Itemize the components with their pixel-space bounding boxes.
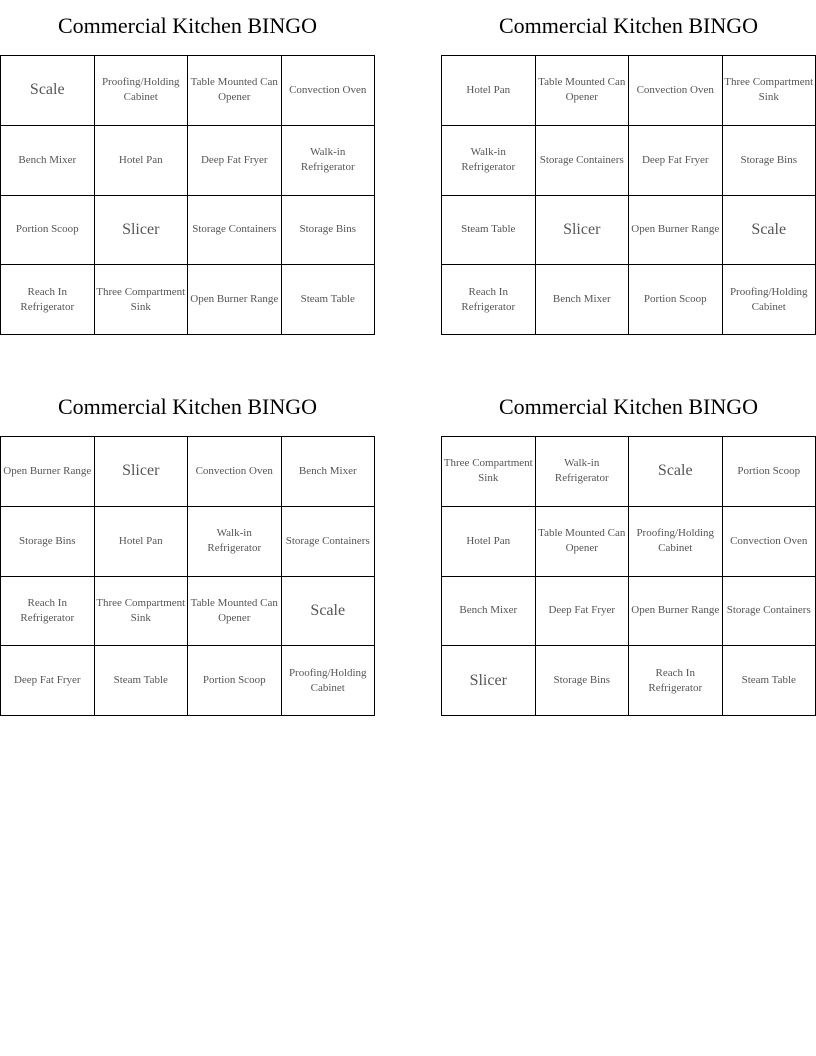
bingo-cell: Hotel Pan <box>95 507 189 577</box>
bingo-cell: Deep Fat Fryer <box>629 126 723 196</box>
bingo-grid <box>0 55 375 335</box>
bingo-cell: Storage Containers <box>282 507 376 577</box>
bingo-cell: Table Mounted Can Opener <box>536 507 630 577</box>
bingo-cell: Convection Oven <box>629 56 723 126</box>
bingo-cell: Table Mounted Can Opener <box>188 577 282 647</box>
bingo-grid <box>441 436 816 716</box>
bingo-cell: Hotel Pan <box>95 126 189 196</box>
bingo-cell: Table Mounted Can Opener <box>188 56 282 126</box>
bingo-cell: Walk-in Refrigerator <box>536 437 630 507</box>
bingo-cell: Deep Fat Fryer <box>1 646 95 716</box>
bingo-cell: Portion Scoop <box>1 196 95 266</box>
bingo-cell: Proofing/Holding Cabinet <box>282 646 376 716</box>
bingo-cell: Three Compartment Sink <box>95 577 189 647</box>
bingo-cell: Reach In Refrigerator <box>442 265 536 335</box>
card-title: Commercial Kitchen BINGO <box>498 13 759 38</box>
bingo-cell: Scale <box>1 56 95 126</box>
bingo-cell: Convection Oven <box>188 437 282 507</box>
bingo-cell: Hotel Pan <box>442 56 536 126</box>
bingo-cell: Portion Scoop <box>629 265 723 335</box>
bingo-cell: Table Mounted Can Opener <box>536 56 630 126</box>
bingo-cell: Proofing/Holding Cabinet <box>629 507 723 577</box>
bingo-cell: Bench Mixer <box>1 126 95 196</box>
bingo-cell: Steam Table <box>282 265 376 335</box>
bingo-cell: Storage Containers <box>723 577 816 647</box>
bingo-cell: Storage Containers <box>188 196 282 266</box>
bingo-cell: Three Compartment Sink <box>95 265 189 335</box>
bingo-cell: Bench Mixer <box>536 265 630 335</box>
bingo-cell: Three Compartment Sink <box>442 437 536 507</box>
bingo-cell: Scale <box>282 577 376 647</box>
bingo-cell: Walk-in Refrigerator <box>442 126 536 196</box>
bingo-cell: Storage Bins <box>723 126 816 196</box>
bingo-cell: Hotel Pan <box>442 507 536 577</box>
bingo-cell: Walk-in Refrigerator <box>188 507 282 577</box>
card-title: Commercial Kitchen BINGO <box>57 394 318 419</box>
bingo-cell: Portion Scoop <box>723 437 816 507</box>
bingo-cell: Scale <box>723 196 816 266</box>
bingo-cell: Open Burner Range <box>629 577 723 647</box>
bingo-cell: Reach In Refrigerator <box>629 646 723 716</box>
bingo-cell: Proofing/Holding Cabinet <box>95 56 189 126</box>
bingo-grid <box>0 436 375 716</box>
bingo-cell: Proofing/Holding Cabinet <box>723 265 816 335</box>
bingo-cell: Deep Fat Fryer <box>188 126 282 196</box>
bingo-cell: Three Compartment Sink <box>723 56 816 126</box>
bingo-cell: Slicer <box>95 437 189 507</box>
bingo-cell: Storage Containers <box>536 126 630 196</box>
bingo-cell: Open Burner Range <box>629 196 723 266</box>
bingo-cell: Portion Scoop <box>188 646 282 716</box>
bingo-cell: Convection Oven <box>282 56 376 126</box>
bingo-cell: Steam Table <box>723 646 816 716</box>
bingo-grid <box>441 55 816 335</box>
card-title: Commercial Kitchen BINGO <box>57 13 318 38</box>
bingo-cell: Open Burner Range <box>1 437 95 507</box>
bingo-cell: Bench Mixer <box>282 437 376 507</box>
bingo-cell: Slicer <box>442 646 536 716</box>
bingo-cell: Walk-in Refrigerator <box>282 126 376 196</box>
bingo-cell: Storage Bins <box>282 196 376 266</box>
card-title: Commercial Kitchen BINGO <box>498 394 759 419</box>
bingo-cell: Storage Bins <box>536 646 630 716</box>
bingo-cell: Steam Table <box>95 646 189 716</box>
bingo-cell: Slicer <box>95 196 189 266</box>
bingo-cell: Steam Table <box>442 196 536 266</box>
bingo-cell: Open Burner Range <box>188 265 282 335</box>
bingo-cell: Slicer <box>536 196 630 266</box>
bingo-cell: Reach In Refrigerator <box>1 577 95 647</box>
bingo-cell: Reach In Refrigerator <box>1 265 95 335</box>
bingo-cell: Storage Bins <box>1 507 95 577</box>
bingo-cell: Deep Fat Fryer <box>536 577 630 647</box>
bingo-cell: Bench Mixer <box>442 577 536 647</box>
bingo-cell: Convection Oven <box>723 507 816 577</box>
bingo-cell: Scale <box>629 437 723 507</box>
